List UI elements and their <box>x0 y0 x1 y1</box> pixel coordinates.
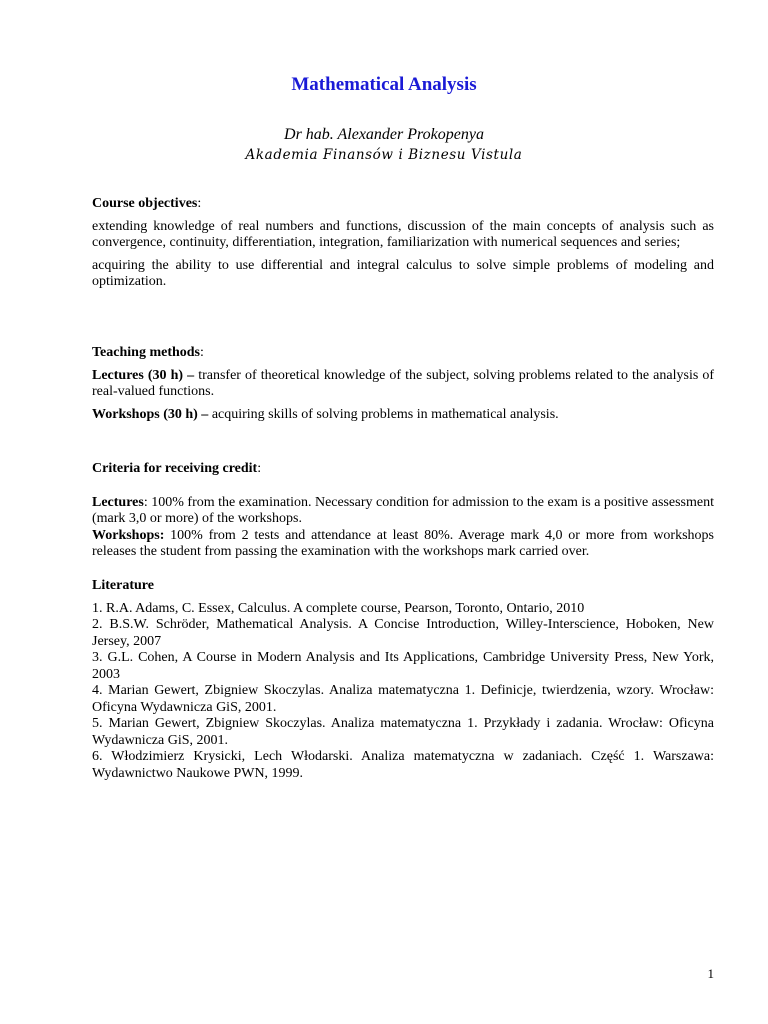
document-title: Mathematical Analysis <box>291 74 477 95</box>
criteria-colon: : <box>257 461 262 476</box>
literature-heading: Literature <box>92 578 154 593</box>
criteria-lectures-label: Lectures <box>92 494 144 510</box>
author-name: Dr hab. Alexander Prokopenya <box>284 126 484 143</box>
teaching-heading-line <box>92 345 714 362</box>
literature-item: 2. B.S.W. Schröder, Mathematical Analysis. A Concise Introduction, Willey-Interscience, Hoboken, New Jersey, 2007 <box>92 617 714 649</box>
teaching-workshops <box>92 407 714 424</box>
literature-section <box>92 578 714 782</box>
literature-item: 1. R.A. Adams, C. Essex, Calculus. A complete course, Pearson, Toronto, Ontario, 2010 <box>92 600 585 616</box>
literature-item: 5. Marian Gewert, Zbigniew Skoczylas. Analiza matematyczna 1. Przykłady i zadania. Wrocław: Oficyna Wydawnicza GiS, 2001. <box>92 716 714 748</box>
criteria-heading: Criteria for receiving credit <box>92 461 258 476</box>
teaching-workshops-text: acquiring skills of solving problems in mathematical analysis. <box>208 406 559 422</box>
teaching-section <box>92 345 714 423</box>
objectives-heading-line <box>92 196 714 213</box>
criteria-section <box>92 461 714 561</box>
objectives-colon: : <box>197 196 202 211</box>
page-number: 1 <box>707 966 714 981</box>
literature-item: 4. Marian Gewert, Zbigniew Skoczylas. Analiza matematyczna 1. Definicje, twierdzenia, wzory. Wrocław: Oficyna Wydawnicza GiS, 2001. <box>92 683 714 715</box>
author-affiliation: Akademia Finansów i Biznesu Vistula <box>245 147 523 163</box>
criteria-workshops <box>92 528 714 561</box>
criteria-heading-line <box>92 461 714 478</box>
objectives-section <box>92 196 714 291</box>
teaching-heading: Teaching methods <box>92 345 201 360</box>
teaching-colon: : <box>200 345 204 360</box>
literature-item: 3. G.L. Cohen, A Course in Modern Analysis and Its Applications, Cambridge University Press, New York, 2003 <box>92 650 714 682</box>
teaching-lectures-label: Lectures (30 h) – <box>92 367 195 383</box>
teaching-workshops-label: Workshops (30 h) – <box>92 406 209 422</box>
objectives-heading: Course objectives <box>92 196 198 211</box>
criteria-workshops-text: 100% from 2 tests and attendance at least 80%. Average mark 4,0 or more from workshops releases the student from passing the examination with the workshops mark carried over. <box>92 527 714 559</box>
criteria-lectures <box>92 495 714 528</box>
literature-item: 6. Włodzimierz Krysicki, Lech Włodarski. Analiza matematyczna w zadaniach. Część 1. Warszawa: Wydawnictwo Naukowe PWN, 1999. <box>92 749 714 781</box>
teaching-lectures-text: transfer of theoretical knowledge of the subject, solving problems related to the analysis of real-valued functions. <box>92 367 715 399</box>
objective-item: acquiring the ability to use differential and integral calculus to solve simple problems of modeling and optimization. <box>92 257 714 289</box>
teaching-lectures <box>92 368 714 401</box>
criteria-lectures-text: : 100% from the examination. Necessary condition for admission to the exam is a positive assessment (mark 3,0 or more) of the workshops. <box>92 494 714 526</box>
objective-item: extending knowledge of real numbers and functions, discussion of the main concepts of analysis such as convergence, continuity, differentiation, integration, familiarization with numerical sequences and series; <box>92 218 714 250</box>
criteria-workshops-label: Workshops: <box>92 527 165 543</box>
